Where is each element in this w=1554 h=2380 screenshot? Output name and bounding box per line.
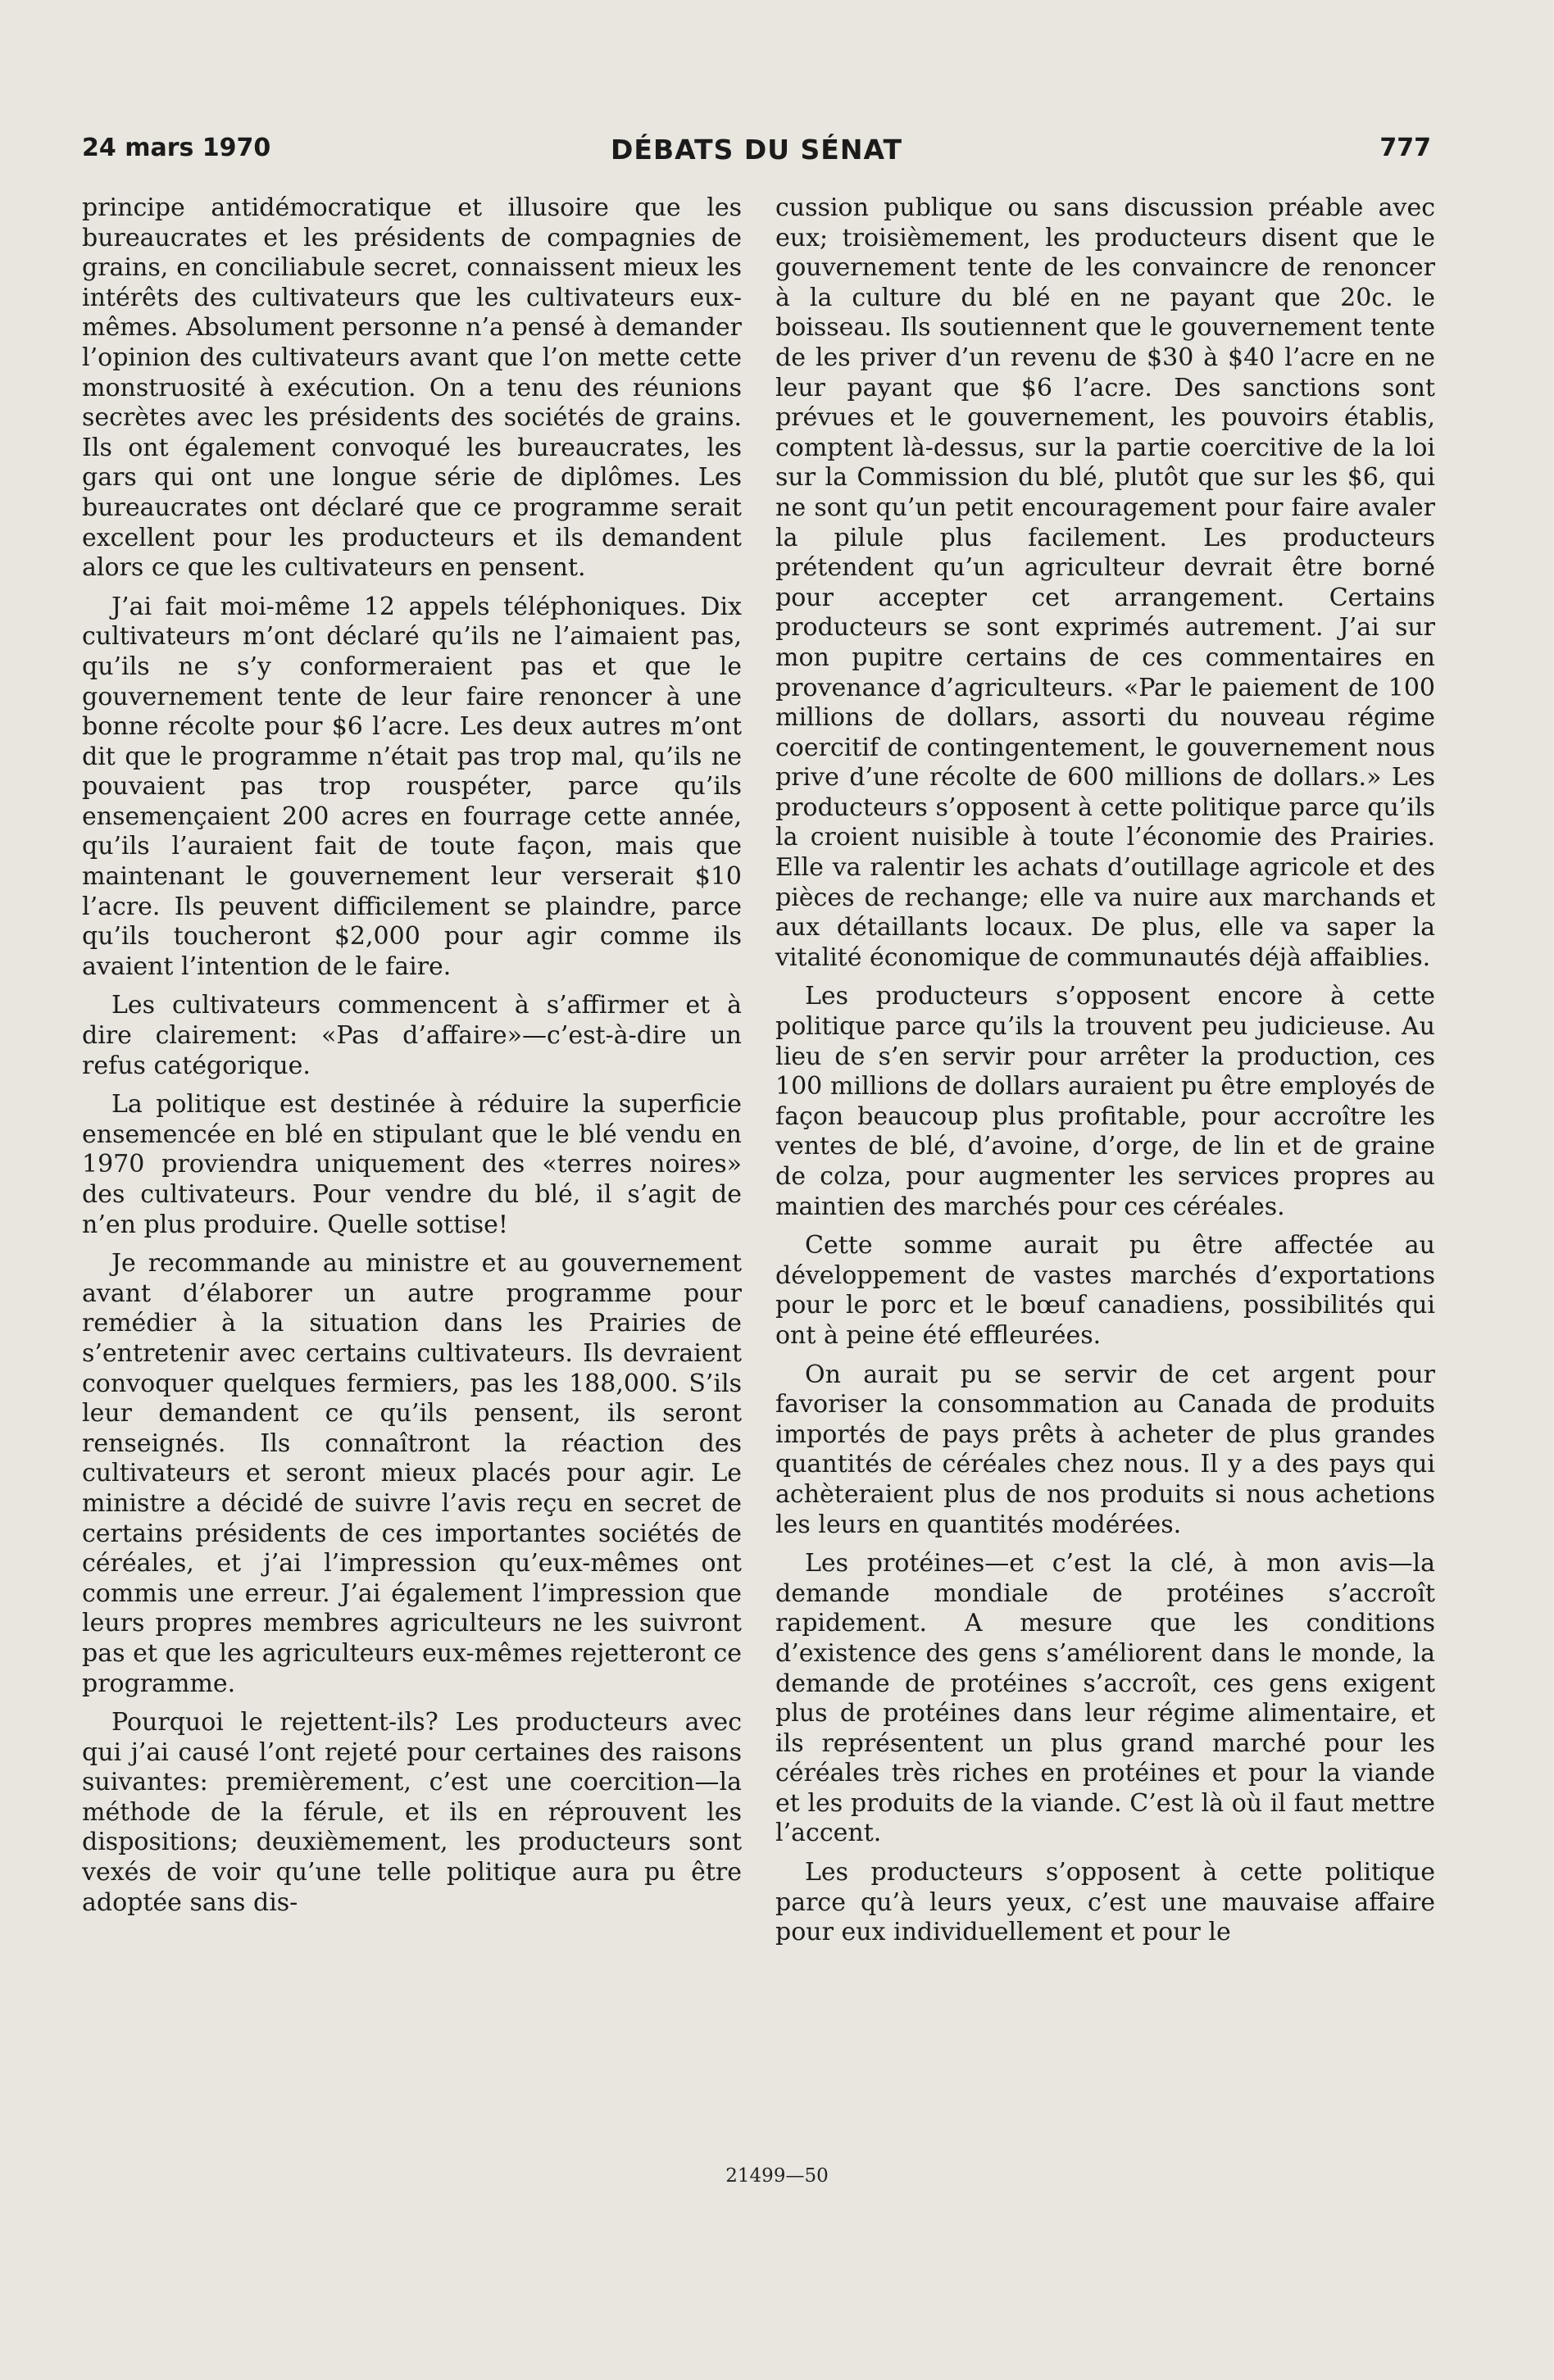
left-paragraph-2: J’ai fait moi-même 12 appels téléphoniques. Dix cultivateurs m’ont déclaré qu’ils ne l’aimaient pas, qu’ils ne s’y conformeraient pas et que le gouvernement tente de leur faire renoncer à une bonne récolte pour $6 l’acre. Les deux autres m’ont dit que le programme n’était pas trop mal, qu’ils ne pouvaient pas trop rouspéter, parce qu’ils ensemençaient 200 acres en fourrage cette année, qu’ils l’auraient fait de toute façon, mais que maintenant le gouvernement leur verserait $10 l’acre. Ils peuvent difficilement se plaindre, parce qu’ils toucheront $2,000 pour agir comme ils avaient l’intention de le faire.: [82, 592, 742, 981]
left-paragraph-1: principe antidémocratique et illusoire que les bureaucrates et les présidents de compagnies de grains, en conciliabule secret, connaissent mieux les intérêts des cultivateurs que les cultivateurs eux-mêmes. Absolument personne n’a pensé à demander l’opinion des cultivateurs avant que l’on mette cette monstruosité à exécution. On a tenu des réunions secrètes avec les présidents des sociétés de grains. Ils ont également convoqué les bureaucrates, les gars qui ont une longue série de diplômes. Les bureaucrates ont déclaré que ce programme serait excellent pour les producteurs et ils demandent alors ce que les cultivateurs en pensent.: [82, 193, 742, 583]
left-column: [82, 193, 742, 1927]
left-paragraph-3: Les cultivateurs commencent à s’affirmer et à dire clairement: «Pas d’affaire»—c’est-à-dire un refus catégorique.: [82, 991, 742, 1080]
header-date: 24 mars 1970: [82, 134, 271, 162]
right-paragraph-3: Cette somme aurait pu être affectée au développement de vastes marchés d’exportations pour le porc et le bœuf canadiens, possibilités qui ont à peine été effleurées.: [775, 1231, 1435, 1350]
left-paragraph-4: La politique est destinée à réduire la superficie ensemencée en blé en stipulant que le blé vendu en 1970 proviendra uniquement des «terres noires» des cultivateurs. Pour vendre du blé, il s’agit de n’en plus produire. Quelle sottise!: [82, 1090, 742, 1239]
page-header: [82, 127, 1431, 173]
right-paragraph-5: Les protéines—et c’est la clé, à mon avis—la demande mondiale de protéines s’accroît rapidement. A mesure que les conditions d’existence des gens s’améliorent dans le monde, la demande de protéines s’accroît, ces gens exigent plus de protéines dans leur régime alimentaire, et ils représentent un plus grand marché pour les céréales très riches en protéines et pour la viande et les produits de la viande. C’est là où il faut mettre l’accent.: [775, 1549, 1435, 1848]
right-paragraph-1: cussion publique ou sans discussion préable avec eux; troisièmement, les producteurs disent que le gouvernement tente de les convaincre de renoncer à la culture du blé en ne payant que 20c. le boisseau. Ils soutiennent que le gouvernement tente de les priver d’un revenu de $30 à $40 l’acre en ne leur payant que $6 l’acre. Des sanctions sont prévues et le gouvernement, les pouvoirs établis, comptent là-dessus, sur la partie coercitive de la loi sur la Commission du blé, plutôt que sur les $6, qui ne sont qu’un petit encouragement pour faire avaler la pilule plus facilement. Les producteurs prétendent qu’un agriculteur devrait être borné pour accepter cet arrangement. Certains producteurs se sont exprimés autrement. J’ai sur mon pupitre certains de ces commentaires en provenance d’agriculteurs. «Par le paiement de 100 millions de dollars, assorti du nouveau régime coercitif de contingentement, le gouvernement nous prive d’une récolte de 600 millions de dollars.» Les producteurs s’opposent à cette politique parce qu’ils la croient nuisible à toute l’économie des Prairies. Elle va ralentir les achats d’outillage agricole et des pièces de rechange; elle va nuire aux marchands et aux détaillants locaux. De plus, elle va saper la vitalité économique de communautés déjà affaiblies.: [775, 193, 1435, 972]
right-paragraph-4: On aurait pu se servir de cet argent pour favoriser la consommation au Canada de produits importés de pays prêts à acheter de plus grandes quantités de céréales chez nous. Il y a des pays qui achèteraient plus de nos produits si nous achetions les leurs en quantités modérées.: [775, 1360, 1435, 1539]
page-number: 777: [1379, 134, 1431, 162]
left-paragraph-5: Je recommande au ministre et au gouvernement avant d’élaborer un autre programme pour remédier à la situation dans les Prairies de s’entretenir avec certains cultivateurs. Ils devraient convoquer quelques fermiers, pas les 188,000. S’ils leur demandent ce qu’ils pensent, ils seront renseignés. Ils connaîtront la réaction des cultivateurs et seront mieux placés pour agir. Le ministre a décidé de suivre l’avis reçu en secret de certains présidents de ces importantes sociétés de céréales, et j’ai l’impression qu’eux-mêmes ont commis une erreur. J’ai également l’impression que leurs propres membres agriculteurs ne les suivront pas et que les agriculteurs eux-mêmes rejetteront ce programme.: [82, 1249, 742, 1698]
footer-code: 21499—50: [725, 2165, 829, 2187]
header-title: DÉBATS DU SÉNAT: [611, 134, 902, 166]
right-paragraph-6: Les producteurs s’opposent à cette politique parce qu’à leurs yeux, c’est une mauvaise affaire pour eux individuellement et pour le: [775, 1858, 1435, 1947]
right-paragraph-2: Les producteurs s’opposent encore à cette politique parce qu’ils la trouvent peu judicieuse. Au lieu de s’en servir pour arrêter la production, ces 100 millions de dollars auraient pu être employés de façon beaucoup plus profitable, pour accroître les ventes de blé, d’avoine, d’orge, de lin et de graine de colza, pour augmenter les services propres au maintien des marchés pour ces céréales.: [775, 982, 1435, 1221]
right-column: [775, 193, 1435, 1957]
left-paragraph-6: Pourquoi le rejettent-ils? Les producteurs avec qui j’ai causé l’ont rejeté pour certaines des raisons suivantes: premièrement, c’est une coercition—la méthode de la férule, et ils en réprouvent les dispositions; deuxièmement, les producteurs sont vexés de voir qu’une telle politique aura pu être adoptée sans dis-: [82, 1708, 742, 1917]
